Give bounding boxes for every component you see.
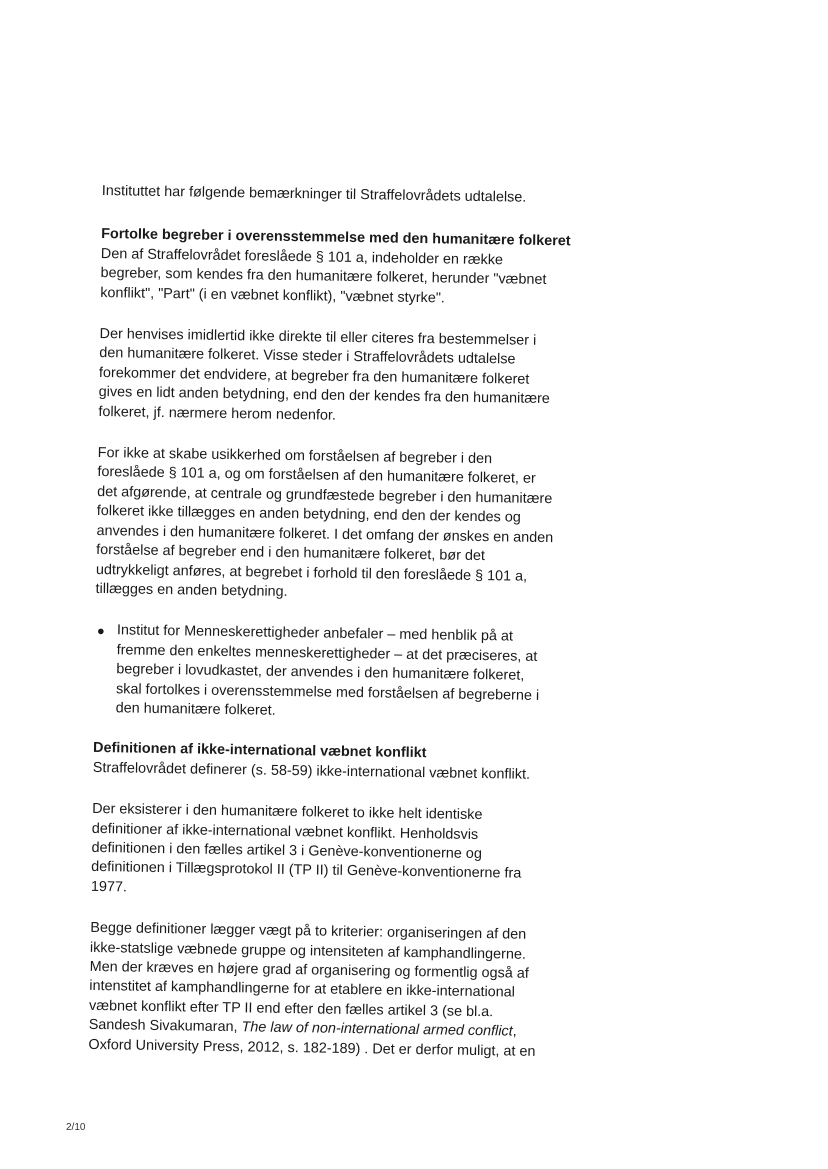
citation-lead-text: Begge definitioner lægger vægt på to kriterier: organiseringen af den ikke-statslige væbnede gruppe og intensiteten af kamphandlingerne. Men der kræves en højere grad af organisering og formentlig også af intenstitet af kamphandlingerne for at etablere en ikke-international væbnet konflikt efter TP II end efter den fælles artikel 3 (se bl.a. Sandesh Sivakumaran,	[88, 920, 529, 1036]
paragraph-with-citation	[88, 919, 560, 1062]
paragraph: Der eksisterer i den humanitære folkeret to ikke helt identiske definitioner af ikke-international væbnet konflikt. Henholdsvis definitionen i den fælles artikel 3 i Genève-konventionerne og definitionen i Tillægsprotokol II (TP II) til Genève-konventionerne fra 1977.	[90, 801, 522, 896]
paragraph: Den af Straffelovrådet foreslåede § 101 a, indeholder en række begreber, som kendes fra den humanitære folkeret, herunder "væbnet konflikt", "Part" (i en væbnet konflikt), "væbnet styrke".	[100, 245, 547, 307]
page-number: 2/10	[66, 1122, 86, 1133]
paragraph: Der henvises imidlertid ikke direkte til eller citeres fra bestemmelser i den humanitære folkeret. Visse steder i Straffelovrådets udtalelse forekommer det endvidere, at begreber fra den humanitære folkeret gives en lidt anden betydning, end den der kendes fra den humanitære folkeret, jf. nærmere herom nedenfor.	[98, 326, 550, 424]
bullet-icon: ●	[96, 623, 105, 639]
section-heading-definition: Definitionen af ikke-international væbnet konflikt	[92, 740, 427, 762]
section-heading-interpretation: Fortolke begreber i overensstemmelse med den humanitære folkeret	[101, 226, 571, 250]
page-body	[88, 182, 572, 1062]
intro-paragraph: Instituttet har følgende bemærkninger til Straffelovrådets udtalelse.	[101, 182, 527, 206]
recommendation-bullet	[94, 621, 565, 725]
recommendation-text: Institut for Menneskerettigheder anbefaler – med henblik på at fremme den enkeltes menneskerettigheder – at det præciseres, at begreber i lovudkastet, der anvendes i den humanitære folkeret, skal fortolkes i overensstemmelse med forståelsen af begreberne i den humanitære folkeret.	[115, 622, 540, 719]
citation-tail-text: , Oxford University Press, 2012, s. 182-189) . Det er derfor muligt, at en	[88, 1023, 536, 1060]
paragraph: For ikke at skabe usikkerhed om forståelsen af begreber i den foreslåede § 101 a, og om forståelsen af den humanitære folkeret, er det afgørende, at centrale og grundfæstede begreber i den humanitære folkeret ikke tillægges en anden betydning, end den der kendes og anvendes i den humanitære folkeret. I det omfang der ønskes en anden forståelse af begreber end i den humanitære folkeret, bør det udtrykkeligt anføres, at begrebet i forhold til den foreslåede § 101 a, tillægges en anden betydning.	[95, 445, 554, 600]
paragraph: Straffelovrådet definerer (s. 58-59) ikke-international væbnet konflikt.	[92, 759, 531, 783]
citation-title: The law of non-international armed conflict	[241, 1019, 513, 1040]
